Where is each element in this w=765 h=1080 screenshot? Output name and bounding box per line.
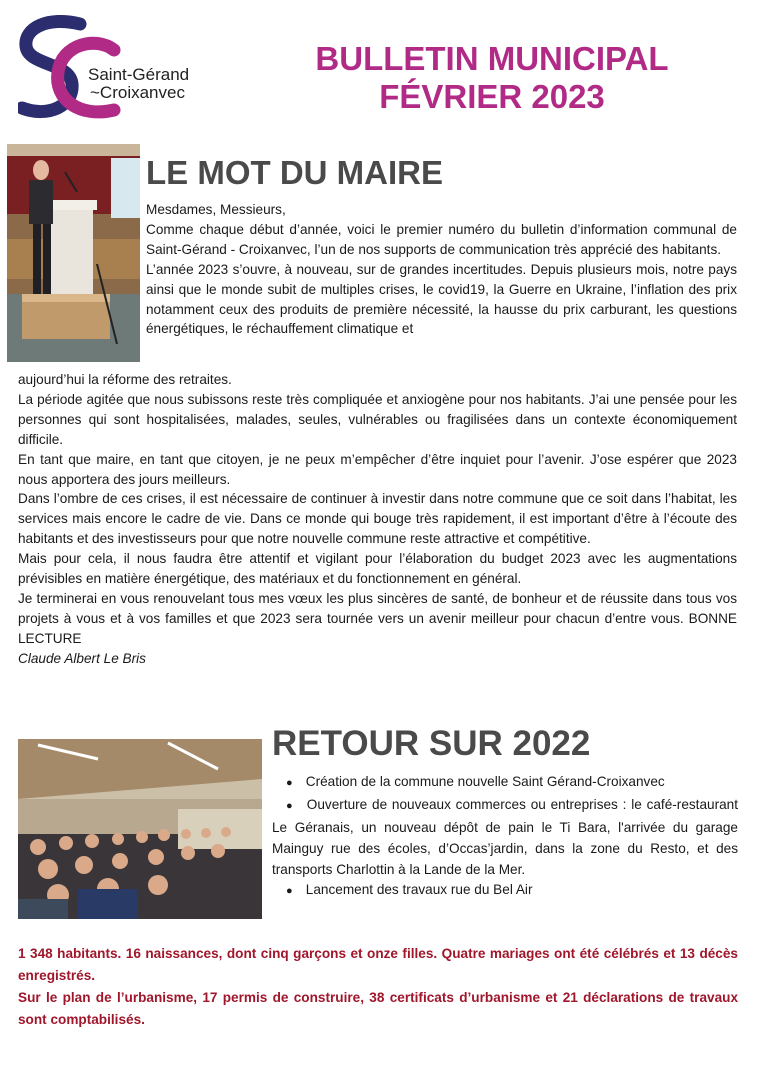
urbanism-stats: Sur le plan de l’urbanisme, 17 permis de construire, 38 certificats d’urbanisme et 21 déclarations de travaux sont comptabilisés. bbox=[18, 990, 738, 1027]
paragraph: En tant que maire, en tant que citoyen, je ne peux m’empêcher d’être inquiet pour l’avenir. J’ose espérer que 2023 nous apportera des jours meilleurs. bbox=[18, 451, 737, 487]
retour-2022-title: RETOUR SUR 2022 bbox=[272, 724, 591, 763]
list-item bbox=[272, 794, 738, 880]
paragraph: La période agitée que nous subissons reste très compliquée et anxiogène pour nos habitants. J’ai une pensée pour les personnes qui sont hospitalisées, malades, seules, vulnérables ou fragilisées dans un contexte économiquement difficile. bbox=[18, 391, 737, 447]
mayor-speech-photo bbox=[7, 144, 140, 362]
statistics-block bbox=[18, 943, 738, 1031]
paragraph: Dans l’ombre de ces crises, il est nécessaire de continuer à investir dans notre commune que ce soit dans l’habitat, les services mais encore le cadre de vie. Dans ce monde qui bouge très rapidement, il est important d’être à l’écoute des habitants et des investisseurs pour que notre nouvelle commune reste attractive et compétitive. bbox=[18, 491, 737, 547]
intro-paragraph: Comme chaque début d’année, voici le premier numéro du bulletin d’information communal de Saint-Gérand - Croixanvec, l’un de nos supports de communication très apprécié des habitants. bbox=[146, 221, 737, 257]
bullet-icon: ● bbox=[286, 799, 293, 812]
paragraph: Je terminerai en vous renouvelant tous mes vœux les plus sincères de santé, de bonheur et de réussite dans tous vos projets à vous et à vos familles et que 2023 sera tournée vers un avenir meilleur pour chacun d’entre vous. BONNE LECTURE bbox=[18, 590, 737, 646]
paragraph: Mais pour cela, il nous faudra être attentif et vigilant pour l’élaboration du budget 2023 avec les augmentations prévisibles en matière énergétique, des matériaux et du fonctionnement en général. bbox=[18, 551, 737, 587]
list-item bbox=[272, 772, 738, 794]
signature: Claude Albert Le Bris bbox=[18, 650, 146, 666]
list-item-text: Ouverture de nouveaux commerces ou entreprises : le café-restaurant Le Géranais, un nouveau dépôt de pain le Ti Bara, l'arrivée du garage Mainguy rue des écoles, d’Occas’jardin, dans la zone du Resto, et des transports Charlottin à la Lande de la Mer. bbox=[272, 796, 738, 877]
crisis-paragraph: L’année 2023 s’ouvre, à nouveau, sur de grandes incertitudes. Depuis plusieurs mois, notre pays ainsi que le monde subit de multiples crises, le covid19, la Guerre en Ukraine, l’inflation des prix notamment ceux des produits de première nécessité, la hausse du prix carburant, les questions énergétiques, le réchauffement climatique et bbox=[146, 261, 737, 337]
demographics-stats: 1 348 habitants. 16 naissances, dont cinq garçons et onze filles. Quatre mariages ont été célébrés et 13 décès enregistrés. bbox=[18, 946, 738, 983]
bulletin-title-line-2: FÉVRIER 2023 bbox=[379, 78, 605, 115]
mot-du-maire-body bbox=[18, 370, 737, 669]
list-item-text: Création de la commune nouvelle Saint Gérand-Croixanvec bbox=[305, 774, 665, 789]
continuation-line: aujourd’hui la réforme des retraites. bbox=[18, 372, 232, 387]
logo-line-1: Saint-Gérand bbox=[88, 65, 190, 84]
audience-photo bbox=[18, 739, 262, 919]
bullet-icon: ● bbox=[286, 884, 293, 897]
list-item-text: Lancement des travaux rue du Bel Air bbox=[305, 881, 533, 897]
greeting: Mesdames, Messieurs, bbox=[146, 202, 286, 217]
logo-text bbox=[88, 66, 189, 102]
retour-2022-list bbox=[272, 772, 738, 902]
mot-du-maire-title: LE MOT DU MAIRE bbox=[146, 154, 443, 191]
logo-line-2: ~Croixanvec bbox=[90, 83, 185, 102]
bulletin-title-line-1: BULLETIN MUNICIPAL bbox=[315, 40, 669, 77]
bullet-icon: ● bbox=[286, 777, 293, 789]
mot-du-maire-intro bbox=[146, 200, 737, 339]
bulletin-title bbox=[262, 40, 722, 116]
list-item bbox=[272, 880, 738, 902]
